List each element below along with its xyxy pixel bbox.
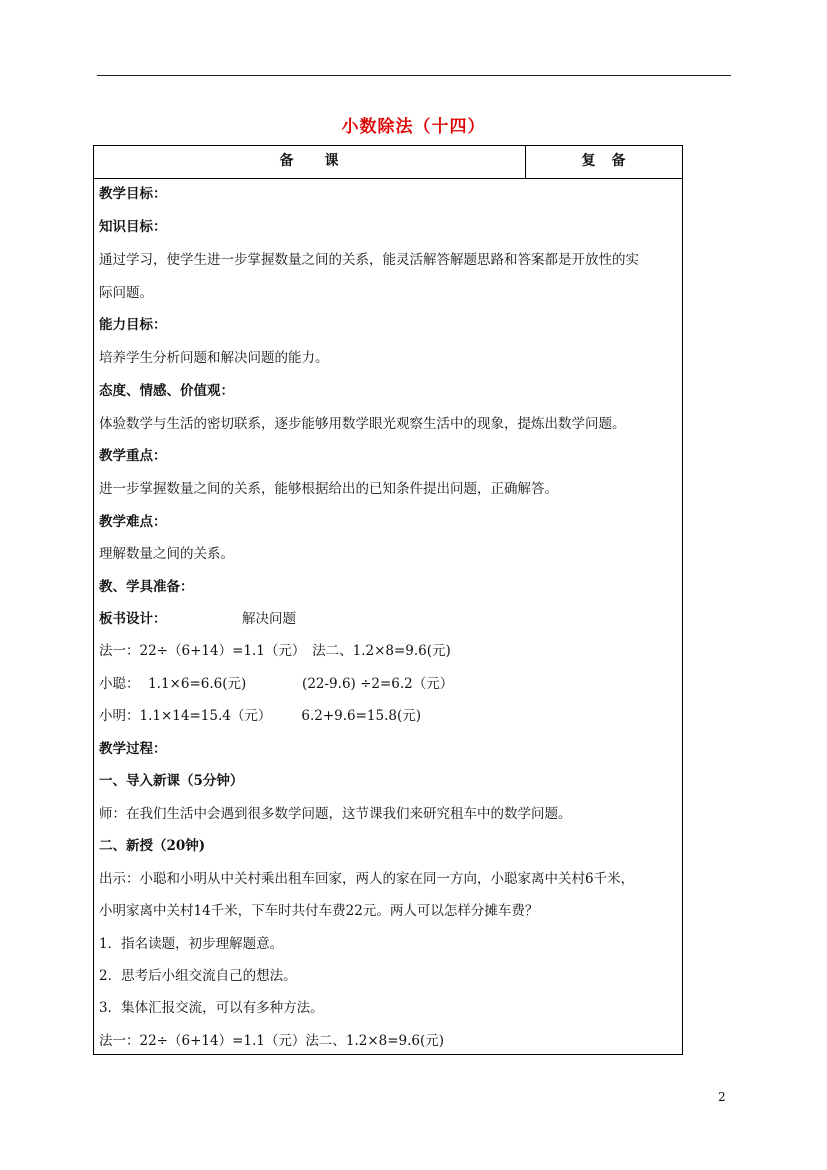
board-xiaocong-line: 小聪： 1.1×6=6.6(元) (22-9.6) ÷2=6.2（元） xyxy=(99,676,454,692)
text-key-points: 进一步掌握数量之间的关系，能够根据给出的已知条件提出问题，正确解答。 xyxy=(99,481,558,497)
text-attitude: 体验数学与生活的密切联系，逐步能够用数学眼光观察生活中的现象，提炼出数学问题。 xyxy=(99,416,626,432)
method-line-bottom: 法一：22÷（6+14）=1.1（元）法二、1.2×8=9.6(元) xyxy=(99,1033,445,1049)
text-intro: 师：在我们生活中会遇到很多数学问题，这节课我们来研究租车中的数学问题。 xyxy=(99,806,572,822)
heading-new-lesson: 二、新授（20钟) xyxy=(99,838,206,854)
table-header-row xyxy=(94,146,682,179)
heading-intro: 一、导入新课（5分钟） xyxy=(99,773,244,789)
text-difficulties: 理解数量之间的关系。 xyxy=(99,546,234,562)
text-problem-1: 出示：小聪和小明从中关村乘出租车回家，两人的家在同一方向，小聪家离中关村6千米， xyxy=(99,871,635,887)
header-prepare: 备 课 xyxy=(94,146,526,178)
text-knowledge-2: 际问题。 xyxy=(99,285,153,301)
step-1: 1．指名读题，初步理解题意。 xyxy=(99,936,284,952)
document-title: 小数除法（十四） xyxy=(341,117,486,137)
lesson-table xyxy=(93,145,683,1055)
text-knowledge-1: 通过学习，使学生进一步掌握数量之间的关系，能灵活解答解题思路和答案都是开放性的实 xyxy=(99,252,639,268)
heading-key-points: 教学重点： xyxy=(99,448,167,464)
header-review: 复 备 xyxy=(581,153,627,169)
heading-objectives: 教学目标： xyxy=(99,186,167,202)
board-design-title: 解决问题 xyxy=(242,611,296,627)
heading-board-design: 板书设计： xyxy=(99,611,167,627)
board-xiaoming-line: 小明：1.1×14=15.4（元） 6.2+9.6=15.8(元) xyxy=(99,708,422,724)
heading-process: 教学过程： xyxy=(99,741,167,757)
heading-materials: 教、学具准备： xyxy=(99,579,194,595)
step-2: 2．思考后小组交流自己的想法。 xyxy=(99,968,297,984)
heading-ability: 能力目标： xyxy=(99,317,167,333)
heading-difficulties: 教学难点： xyxy=(99,514,167,530)
heading-knowledge: 知识目标： xyxy=(99,219,167,235)
text-ability: 培养学生分析问题和解决问题的能力。 xyxy=(99,350,329,366)
page-number: 2 xyxy=(718,1090,726,1104)
header-rule xyxy=(97,75,731,76)
text-problem-2: 小明家离中关村14千米，下车时共付车费22元。两人可以怎样分摊车费？ xyxy=(99,903,539,919)
step-3: 3．集体汇报交流，可以有多种方法。 xyxy=(99,1000,324,1016)
heading-attitude: 态度、情感、价值观： xyxy=(99,383,234,399)
board-method-line: 法一：22÷（6+14）=1.1（元） 法二、1.2×8=9.6(元) xyxy=(99,643,451,659)
